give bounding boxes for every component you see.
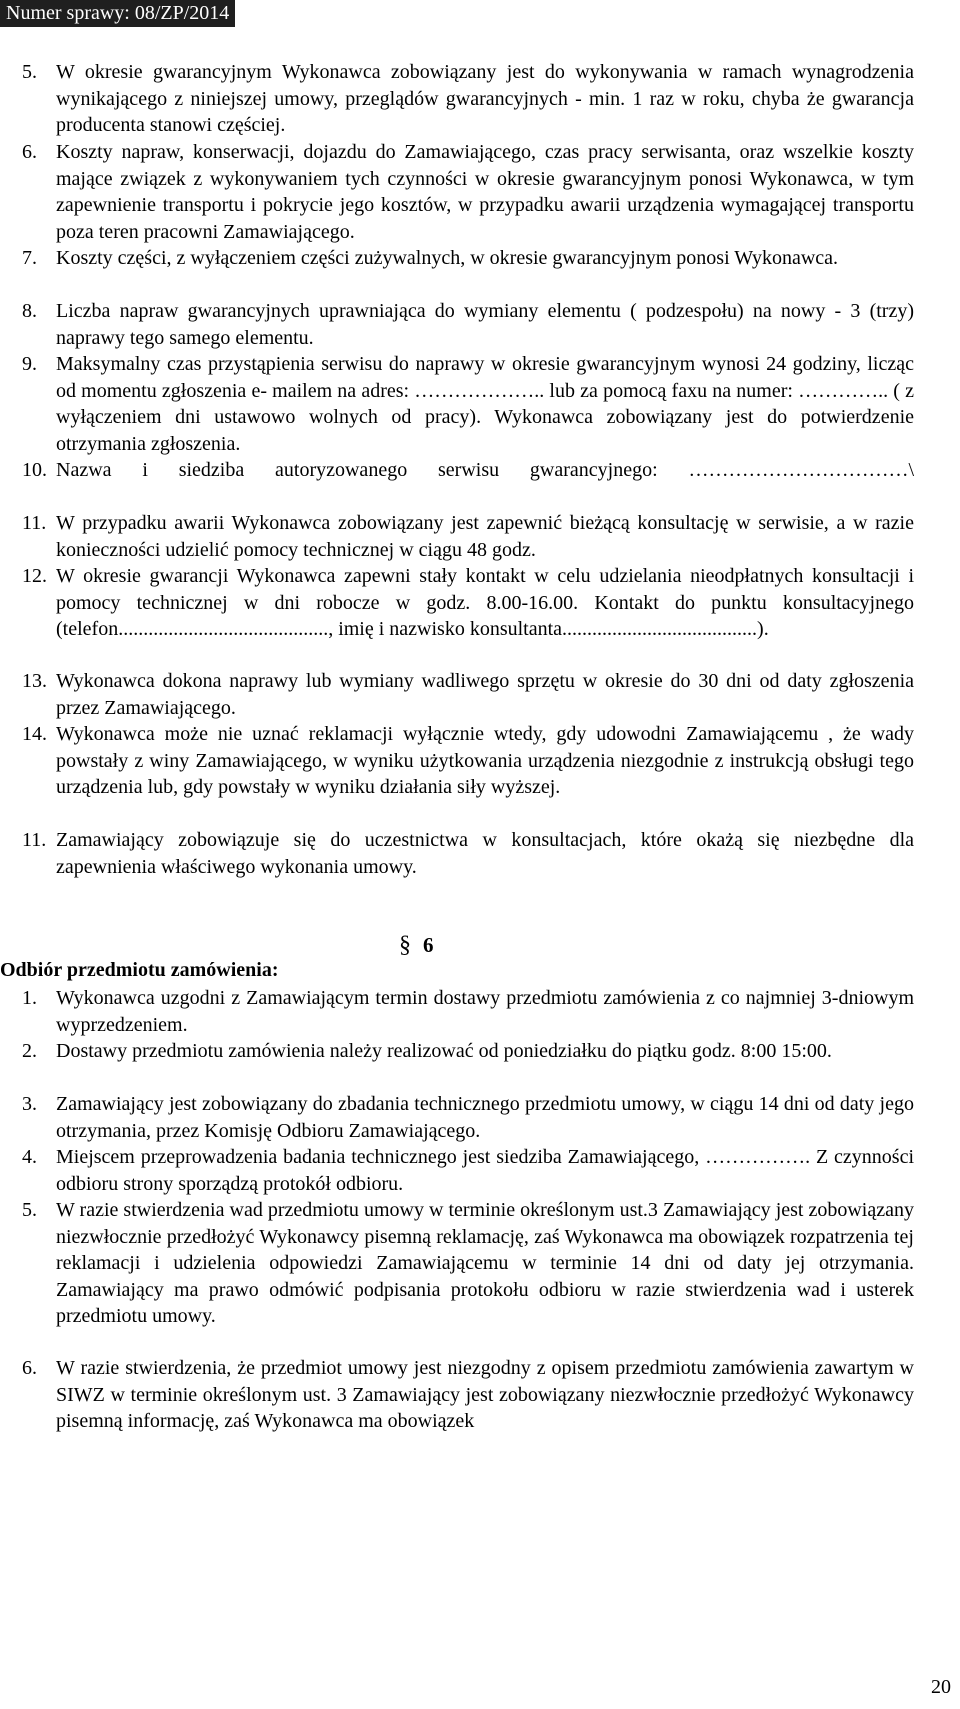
list-item-text: Dostawy przedmiotu zamówienia należy realizować od poniedziałku do piątku godz. 8:00 15:00. <box>56 1040 832 1062</box>
list-item-text: W razie stwierdzenia, że przedmiot umowy jest niezgodny z opisem przedmiotu zamówienia zawartym w SIWZ w terminie określonym ust. 3 Zamawiający jest zobowiązany niezwłocznie przedłożyć Wykonawcy pisemną informację, zaś Wykonawca ma obowiązek <box>56 1357 914 1432</box>
list-item-text: Koszty części, z wyłączeniem części zużywalnych, w okresie gwarancyjnym ponosi Wykonawca. <box>56 247 839 269</box>
list-item <box>22 827 914 880</box>
list-item <box>22 245 914 272</box>
list-item <box>22 59 914 139</box>
list-item-text: Zamawiający jest zobowiązany do zbadania technicznego przedmiotu umowy, w ciągu 14 dni od daty jego otrzymania, przez Komisję Odbioru Zamawiającego. <box>56 1093 914 1142</box>
list-item-number: 1. <box>22 987 37 1009</box>
list-item-text: W razie stwierdzenia wad przedmiotu umowy w terminie określonym ust.3 Zamawiający jest zobowiązany niezwłocznie przedłożyć Wykonawcy pisemną reklamację, zaś Wykonawca ma obowiązek rozpatrzenia tej reklamacji i udzielenia odpowiedzi Zamawiającemu w terminie 14 dni od daty jej otrzymania. Zamawiający ma prawo odmówić podpisania protokołu odbioru w razie stwierdzenia wad i usterek przedmiotu umowy. <box>56 1199 914 1327</box>
list-item-text: Nazwa i siedziba autoryzowanego serwisu gwarancyjnego: ……………………………\ <box>56 459 914 481</box>
list-item-number: 10. <box>22 459 47 481</box>
list-item-text: Wykonawca może nie uznać reklamacji wyłącznie wtedy, gdy udowodni Zamawiającemu , że wady powstały z winy Zamawiającego, w wyniku użytkowania urządzenia niezgodnie z instrukcją obsługi tego urządzenia lub, gdy powstały w wyniku działania siły wyższej. <box>56 723 914 798</box>
list-item <box>22 139 914 245</box>
list-item-number: 13. <box>22 670 47 692</box>
section-number-value: 6 <box>423 933 434 957</box>
list-item <box>22 1197 914 1330</box>
list-item-number: 11. <box>22 512 47 534</box>
list-item-number: 4. <box>22 1146 37 1168</box>
list-item-number: 7. <box>22 247 37 269</box>
list-item-text: Liczba napraw gwarancyjnych uprawniająca do wymiany elementu ( podzespołu) na nowy - 3 (trzy) naprawy tego samego elementu. <box>56 300 914 349</box>
list-item-number: 3. <box>22 1093 37 1115</box>
list-item-number: 9. <box>22 353 37 375</box>
list-item <box>22 563 914 643</box>
list-item <box>22 1355 914 1435</box>
list-item-number: 12. <box>22 565 47 587</box>
list-item-text: Maksymalny czas przystąpienia serwisu do naprawy w okresie gwarancyjnym wynosi 24 godziny, licząc od momentu zgłoszenia e- mailem na adres: ……………….. lub za pomocą faxu na numer: ………….. ( z wyłączeniem dni ustawowo wolnych od pracy). Wykonawca zobowiązany jest do potwierdzenie otrzymania zgłoszenia. <box>56 353 914 455</box>
section-number <box>399 932 434 959</box>
list-item <box>22 1144 914 1197</box>
list-item <box>22 1091 914 1144</box>
list-item <box>22 351 914 457</box>
list-item <box>22 298 914 351</box>
list-item-text: W okresie gwarancyjnym Wykonawca zobowiązany jest do wykonywania w ramach wynagrodzenia wynikającego z niniejszej umowy, przeglądów gwarancyjnych - min. 1 raz w roku, chyba że gwarancja producenta stanowi częściej. <box>56 61 914 136</box>
list-item-text: Wykonawca uzgodni z Zamawiającym termin dostawy przedmiotu zamówienia z co najmniej 3-dniowym wyprzedzeniem. <box>56 987 914 1036</box>
list-item-text: W przypadku awarii Wykonawca zobowiązany jest zapewnić bieżącą konsultację w serwisie, a w razie konieczności udzielić pomocy technicznej w ciągu 48 godz. <box>56 512 914 561</box>
list-item <box>22 457 914 484</box>
case-number-header: Numer sprawy: 08/ZP/2014 <box>0 0 235 27</box>
list-item <box>22 668 914 721</box>
list-item-text: W okresie gwarancji Wykonawca zapewni stały kontakt w celu udzielania nieodpłatnych konsultacji i pomocy technicznej w dni robocze w godz. 8.00-16.00. Kontakt do punktu konsultacyjnego (telefon.........................................., imię i nazwisko konsultanta.......................................). <box>56 565 914 640</box>
list-item <box>22 510 914 563</box>
list-item-text: Wykonawca dokona naprawy lub wymiany wadliwego sprzętu w okresie do 30 dni od daty zgłoszenia przez Zamawiającego. <box>56 670 914 719</box>
list-item-number: 8. <box>22 300 37 322</box>
list-item-number: 5. <box>22 61 37 83</box>
list-item-number: 5. <box>22 1199 37 1221</box>
list-item-number: 2. <box>22 1040 37 1062</box>
list-item <box>22 985 914 1038</box>
list-item-number: 6. <box>22 141 37 163</box>
list-item <box>22 1038 914 1065</box>
list-item-text: Zamawiający zobowiązuje się do uczestnictwa w konsultacjach, które okażą się niezbędne dla zapewnienia właściwego wykonania umowy. <box>56 829 914 878</box>
list-item-number: 6. <box>22 1357 37 1379</box>
list-item-text: Miejscem przeprowadzenia badania technicznego jest siedziba Zamawiającego, ……………. Z czynności odbioru strony sporządzą protokół odbioru. <box>56 1146 914 1195</box>
section-heading: Odbiór przedmiotu zamówienia: <box>0 959 279 981</box>
paragraph-symbol: § <box>399 932 411 958</box>
page-number: 20 <box>931 1676 951 1698</box>
list-item <box>22 721 914 801</box>
list-item-number: 11. <box>22 829 47 851</box>
list-item-number: 14. <box>22 723 47 745</box>
list-item-text: Koszty napraw, konserwacji, dojazdu do Zamawiającego, czas pracy serwisanta, oraz wszelkie koszty mające związek z wykonywaniem tych czynności w okresie gwarancyjnym ponosi Wykonawca, w tym zapewnienie transportu i pokrycie jego kosztów, w przypadku awarii urządzenia wymagającej transportu poza teren pracowni Zamawiającego. <box>56 141 914 243</box>
